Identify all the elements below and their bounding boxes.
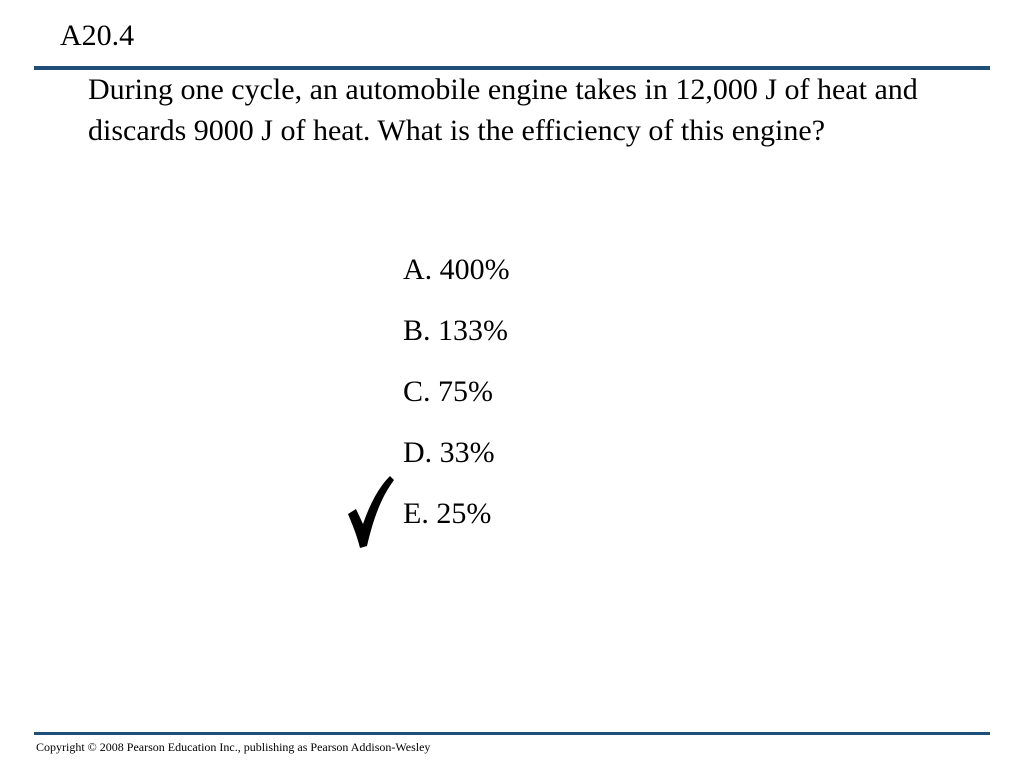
question-text: During one cycle, an automobile engine takes in 12,000 J of heat and discards 9000 J of heat. What is the efficiency of this engine? bbox=[88, 73, 918, 147]
slide-number: A20.4 bbox=[60, 19, 135, 52]
copyright-footer: Copyright © 2008 Pearson Education Inc., publishing as Pearson Addison-Wesley bbox=[36, 740, 431, 754]
bottom-divider bbox=[34, 732, 990, 735]
answer-choices bbox=[403, 252, 510, 557]
choice-c: C. 75% bbox=[403, 375, 493, 408]
choice-b: B. 133% bbox=[403, 314, 508, 347]
choice-e: E. 25% bbox=[403, 497, 492, 530]
choice-d: D. 33% bbox=[403, 436, 495, 469]
checkmark-icon bbox=[344, 474, 396, 550]
choice-a: A. 400% bbox=[403, 253, 510, 286]
